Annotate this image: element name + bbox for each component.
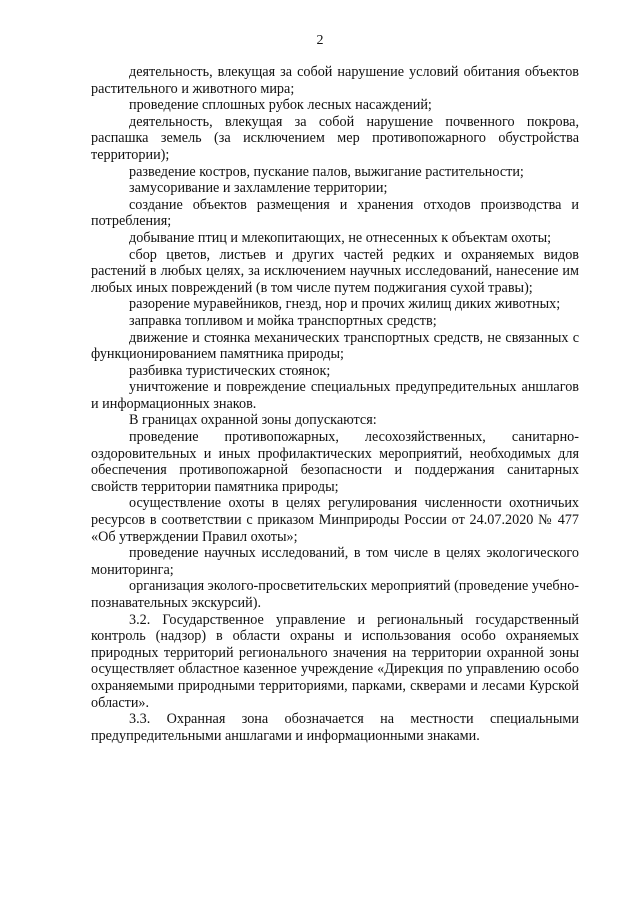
paragraph: разбивка туристических стоянок; — [129, 362, 331, 379]
paragraph: проведение научных исследований, в том числе в целях экологического мониторинга; — [91, 545, 579, 578]
paragraph: замусоривание и захламление территории; — [129, 180, 388, 197]
paragraph: проведение противопожарных, лесохозяйственных, санитарно-оздоровительных и иных профилактических мероприятий, необходимых для обеспечения противопожарной безопасности и поддержания санитарных свойств территории памятника природы; — [91, 429, 579, 495]
paragraph: осуществление охоты в целях регулирования численности охотничьих ресурсов в соответствии с приказом Минприроды России от 24.07.2020 № 477 «Об утверждении Правил охоты»; — [91, 495, 579, 545]
paragraph: организация эколого-просветительских мероприятий (проведение учебно-познавательных экскурсий). — [91, 578, 580, 611]
paragraph: 3.3. Охранная зона обозначается на местности специальными предупредительными аншлагами и информационными знаками. — [91, 711, 579, 744]
paragraph: В границах охранной зоны допускаются: — [129, 412, 377, 429]
paragraph: 3.2. Государственное управление и региональный государственный контроль (надзор) в области охраны и использования особо охраняемых природных территорий регионального значения на территории охранной зоны осуществляет областное казенное учреждение «Дирекция по управлению особо охраняемыми природными территориями, парками, скверами и лесами Курской области». — [91, 611, 579, 711]
paragraph: сбор цветов, листьев и других частей редких и охраняемых видов растений в любых целях, за исключением научных исследований, нанесение им любых иных повреждений (в том числе путем поджигания сухой травы); — [91, 246, 579, 296]
paragraph: разорение муравейников, гнезд, нор и прочих жилищ диких животных; — [129, 296, 561, 313]
paragraph: проведение сплошных рубок лесных насаждений; — [129, 97, 432, 114]
paragraph: создание объектов размещения и хранения отходов производства и потребления; — [91, 196, 579, 230]
paragraph: заправка топливом и мойка транспортных средств; — [129, 312, 437, 329]
paragraph: разведение костров, пускание палов, выжигание растительности; — [129, 163, 524, 180]
paragraph: уничтожение и повреждение специальных предупредительных аншлагов и информационных знаков. — [91, 379, 579, 412]
document-body — [91, 64, 579, 744]
page-number: 2 — [316, 33, 324, 48]
paragraph: деятельность, влекущая за собой нарушение условий обитания объектов растительного и животного мира; — [91, 64, 579, 97]
paragraph: деятельность, влекущая за собой нарушение почвенного покрова, распашка земель (за исключением мер противопожарного обустройства территории); — [91, 113, 579, 163]
paragraph: добывание птиц и млекопитающих, не отнесенных к объектам охоты; — [129, 229, 552, 246]
paragraph: движение и стоянка механических транспортных средств, не связанных с функционированием памятника природы; — [91, 329, 579, 363]
